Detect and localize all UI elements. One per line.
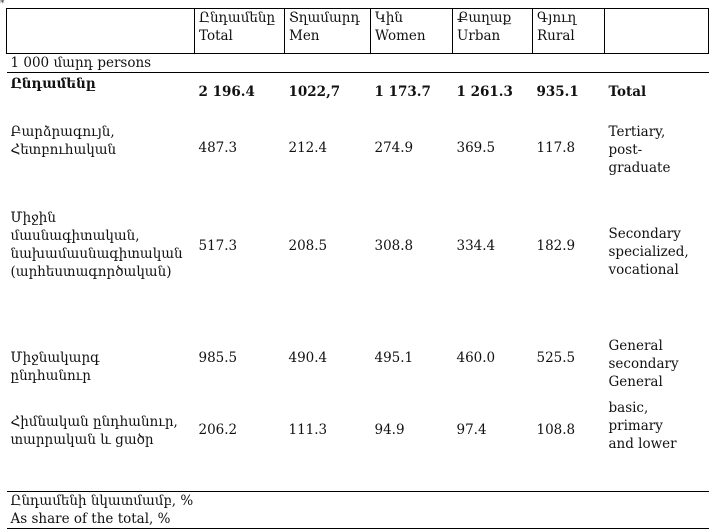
- table-row-secondary-specialized: [7, 199, 709, 337]
- cell-men: 111.3: [285, 399, 371, 492]
- header-eng-blank-cell: [605, 9, 709, 54]
- row-label-line: տարրական և ցածր: [10, 432, 154, 448]
- row-label-line: Միջին: [10, 210, 56, 226]
- header-men-eng: Men: [289, 28, 320, 44]
- cell-urban: 97.4: [453, 399, 533, 492]
- row-label-eng: [605, 123, 709, 199]
- header-total-eng: Total: [199, 28, 233, 44]
- row-label-eng-line: Tertiary,: [608, 124, 666, 140]
- cell-rural: 182.9: [536, 238, 576, 254]
- row-label-eng-line: General: [608, 374, 663, 390]
- row-label-line: Միջնակարգ: [10, 350, 100, 366]
- header-blank-cell: [7, 9, 195, 54]
- header-women: [371, 9, 453, 54]
- header-urban-arm: Քաղաք: [457, 10, 512, 26]
- row-label-eng: [605, 337, 709, 399]
- header-women-eng: Women: [375, 28, 426, 44]
- unit-row: [7, 54, 709, 73]
- header-women-arm: Կին: [375, 10, 404, 26]
- header-total-arm: Ընդամենը: [199, 10, 276, 26]
- row-label-line: մասնագիտական,: [10, 228, 140, 244]
- cell-total: 206.2: [195, 399, 285, 492]
- table-move-handle-icon[interactable]: *: [0, 0, 5, 9]
- share-label-eng: As share of the total, %: [10, 511, 171, 527]
- table-row-general-secondary: [7, 337, 709, 399]
- cell-women: 495.1: [374, 350, 414, 366]
- row-label-eng-line: General: [608, 338, 663, 354]
- row-label-eng-line: and lower: [608, 436, 677, 452]
- cell-urban: 369.5: [456, 140, 496, 156]
- row-label-eng-line: post-: [608, 142, 643, 158]
- cell-women: 274.9: [374, 140, 414, 156]
- row-label-eng-line: specialized,: [608, 244, 689, 260]
- row-label-line: ընդհանուր: [10, 368, 92, 384]
- row-label-line: Բարձրագույն,: [10, 124, 115, 140]
- row-label-eng: [605, 199, 709, 337]
- header-rural-arm: Գյուղ: [537, 10, 577, 26]
- cell-total: 517.3: [198, 238, 238, 254]
- header-rural-eng: Rural: [537, 28, 575, 44]
- share-label-arm: Ընդամենի նկատմամբ, %: [10, 493, 194, 509]
- header-men: [285, 9, 371, 54]
- row-label-eng-line: Secondary: [608, 226, 681, 242]
- row-label-line: Ընդամենը: [10, 76, 96, 92]
- row-label-eng-line: vocational: [608, 262, 679, 278]
- table-row-basic-primary: [7, 399, 709, 492]
- header-men-arm: Տղամարդ: [289, 10, 360, 26]
- row-label-arm: [7, 399, 195, 492]
- cell-men: 212.4: [288, 140, 328, 156]
- row-label-eng: [605, 73, 709, 124]
- header-row: [7, 9, 709, 54]
- cell-urban: 334.4: [456, 238, 496, 254]
- row-label-eng: [605, 399, 709, 492]
- cell-total: 985.5: [198, 350, 238, 366]
- cell-men: 1022,7: [288, 84, 341, 100]
- share-row: [7, 492, 709, 529]
- table-row-total: [7, 73, 709, 124]
- header-total: [195, 9, 285, 54]
- unit-label: 1 000 մարդ persons: [7, 54, 709, 73]
- cell-women: 1 173.7: [374, 84, 431, 100]
- cell-rural: 108.8: [533, 399, 605, 492]
- row-label-arm: [7, 73, 195, 124]
- cell-total: 2 196.4: [198, 84, 255, 100]
- cell-men: 490.4: [288, 350, 328, 366]
- cell-women: 308.8: [374, 238, 414, 254]
- row-label-line: Հիմնական ընդհանուր,: [10, 414, 178, 430]
- row-label-eng-line: primary: [608, 418, 663, 434]
- header-rural: [533, 9, 605, 54]
- row-label-eng-line: Total: [608, 84, 647, 100]
- share-label: [7, 492, 709, 529]
- row-label-eng-line: graduate: [608, 160, 671, 176]
- cell-urban: 1 261.3: [456, 84, 513, 100]
- row-label-arm: [7, 199, 195, 337]
- row-label-eng-line: basic,: [608, 400, 649, 416]
- cell-rural: 525.5: [536, 350, 576, 366]
- cell-rural: 117.8: [536, 140, 576, 156]
- cell-total: 487.3: [198, 140, 238, 156]
- row-label-line: Հետբուհական: [10, 142, 117, 158]
- education-table: [6, 8, 709, 529]
- row-label-arm: [7, 123, 195, 199]
- cell-men: 208.5: [288, 238, 328, 254]
- row-label-arm: [7, 337, 195, 399]
- cell-rural: 935.1: [536, 84, 579, 100]
- table-row-tertiary: [7, 123, 709, 199]
- row-label-line: (արհեստագործական): [10, 264, 172, 280]
- row-label-line: նախամասնագիտական: [10, 246, 183, 262]
- cell-women: 94.9: [371, 399, 453, 492]
- cell-urban: 460.0: [456, 350, 496, 366]
- header-urban-eng: Urban: [457, 28, 501, 44]
- header-urban: [453, 9, 533, 54]
- row-label-eng-line: secondary: [608, 356, 679, 372]
